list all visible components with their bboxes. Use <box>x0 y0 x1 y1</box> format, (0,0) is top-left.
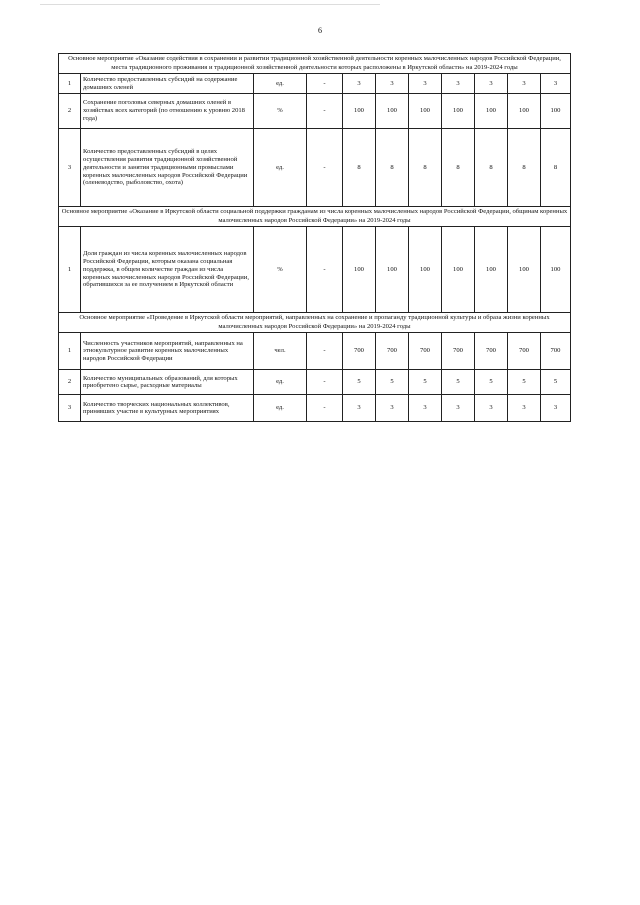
value-cell: 5 <box>409 370 442 395</box>
indicator-name: Количество предоставленных субсидий в целях осуществления развития традиционной хозяйственной деятельности и занятия традиционными промыслами коренных малочисленных народов Российской Федерации (оленеводство, рыболовство, охота) <box>81 129 254 207</box>
value-cell: 100 <box>343 227 376 313</box>
value-cell: 100 <box>409 227 442 313</box>
value-cell: 3 <box>343 395 376 422</box>
value-cell: 8 <box>376 129 409 207</box>
section-title: Основное мероприятие «Оказание содействия в сохранении и развитии традиционной хозяйственной деятельности коренных малочисленных народов Российской Федерации, места традиционного проживания и традиционной хозяйственной деятельности которых расположены в Иркутской области» на 2019-2024 годы <box>59 54 571 74</box>
value-cell: 700 <box>541 333 571 370</box>
page-number: 6 <box>318 26 322 35</box>
table-row <box>59 227 571 313</box>
indicator-name: Количество творческих национальных коллективов, принявших участие в культурных мероприятиях <box>81 395 254 422</box>
value-cell: 3 <box>376 395 409 422</box>
row-number: 1 <box>59 227 81 313</box>
scan-artifact-line <box>40 4 380 5</box>
table-row <box>59 333 571 370</box>
value-cell: 8 <box>343 129 376 207</box>
value-cell: 3 <box>442 74 475 94</box>
value-cell: 3 <box>409 395 442 422</box>
unit-cell: ед. <box>254 129 307 207</box>
indicator-name: Численность участников мероприятий, направленных на этнокультурное развитие коренных малочисленных народов Российской Федерации <box>81 333 254 370</box>
value-cell: 100 <box>442 94 475 129</box>
table-row <box>59 94 571 129</box>
indicators-table <box>58 53 571 422</box>
value-cell: 3 <box>508 395 541 422</box>
table-row <box>59 74 571 94</box>
row-number: 3 <box>59 129 81 207</box>
unit-cell: ед. <box>254 370 307 395</box>
value-cell: 3 <box>409 74 442 94</box>
value-cell: 700 <box>508 333 541 370</box>
value-cell: 8 <box>541 129 571 207</box>
value-cell: 100 <box>541 94 571 129</box>
value-cell: 3 <box>541 395 571 422</box>
base-value-cell: - <box>307 74 343 94</box>
indicator-name: Сохранение поголовья северных домашних оленей в хозяйствах всех категорий (по отношению к уровню 2018 года) <box>81 94 254 129</box>
value-cell: 3 <box>508 74 541 94</box>
section-title: Основное мероприятие «Проведение в Иркутской области мероприятий, направленных на сохранение и пропаганду традиционной культуры и образа жизни коренных малочисленных народов Российской Федерации» на 2019-2024 годы <box>59 313 571 333</box>
value-cell: 5 <box>508 370 541 395</box>
base-value-cell: - <box>307 333 343 370</box>
value-cell: 700 <box>442 333 475 370</box>
value-cell: 3 <box>475 74 508 94</box>
value-cell: 700 <box>376 333 409 370</box>
unit-cell: чел. <box>254 333 307 370</box>
base-value-cell: - <box>307 129 343 207</box>
row-number: 2 <box>59 94 81 129</box>
value-cell: 100 <box>475 227 508 313</box>
unit-cell: ед. <box>254 74 307 94</box>
base-value-cell: - <box>307 395 343 422</box>
value-cell: 3 <box>541 74 571 94</box>
value-cell: 8 <box>475 129 508 207</box>
value-cell: 100 <box>475 94 508 129</box>
value-cell: 5 <box>343 370 376 395</box>
indicator-name: Доля граждан из числа коренных малочисленных народов Российской Федерации, которым оказана социальная поддержка, в общем количестве граждан из числа коренных малочисленных народов Российской Федерации, обратившихся за ее получением в Иркутской области <box>81 227 254 313</box>
base-value-cell: - <box>307 370 343 395</box>
table-row <box>59 395 571 422</box>
section-header-row <box>59 313 571 333</box>
value-cell: 100 <box>508 227 541 313</box>
value-cell: 3 <box>442 395 475 422</box>
value-cell: 8 <box>508 129 541 207</box>
table-body <box>59 54 571 422</box>
row-number: 2 <box>59 370 81 395</box>
value-cell: 100 <box>541 227 571 313</box>
indicator-name: Количество муниципальных образований, для которых приобретено сырье, расходные материалы <box>81 370 254 395</box>
value-cell: 8 <box>409 129 442 207</box>
value-cell: 100 <box>508 94 541 129</box>
unit-cell: % <box>254 94 307 129</box>
value-cell: 3 <box>343 74 376 94</box>
value-cell: 3 <box>475 395 508 422</box>
value-cell: 5 <box>376 370 409 395</box>
value-cell: 5 <box>442 370 475 395</box>
section-title: Основное мероприятие «Оказание в Иркутской области социальной поддержки гражданам из числа коренных малочисленных народов Российской Федерации, общинам коренных малочисленных народов Российской Федерации» на 2019-2024 годы <box>59 207 571 227</box>
value-cell: 100 <box>409 94 442 129</box>
value-cell: 100 <box>442 227 475 313</box>
value-cell: 3 <box>376 74 409 94</box>
value-cell: 5 <box>475 370 508 395</box>
table-row <box>59 370 571 395</box>
indicator-name: Количество предоставленных субсидий на содержание домашних оленей <box>81 74 254 94</box>
base-value-cell: - <box>307 94 343 129</box>
unit-cell: ед. <box>254 395 307 422</box>
section-header-row <box>59 207 571 227</box>
value-cell: 5 <box>541 370 571 395</box>
row-number: 1 <box>59 333 81 370</box>
row-number: 3 <box>59 395 81 422</box>
base-value-cell: - <box>307 227 343 313</box>
value-cell: 700 <box>409 333 442 370</box>
unit-cell: % <box>254 227 307 313</box>
table-row <box>59 129 571 207</box>
section-header-row <box>59 54 571 74</box>
value-cell: 100 <box>376 94 409 129</box>
value-cell: 100 <box>376 227 409 313</box>
value-cell: 8 <box>442 129 475 207</box>
row-number: 1 <box>59 74 81 94</box>
value-cell: 100 <box>343 94 376 129</box>
value-cell: 700 <box>475 333 508 370</box>
value-cell: 700 <box>343 333 376 370</box>
